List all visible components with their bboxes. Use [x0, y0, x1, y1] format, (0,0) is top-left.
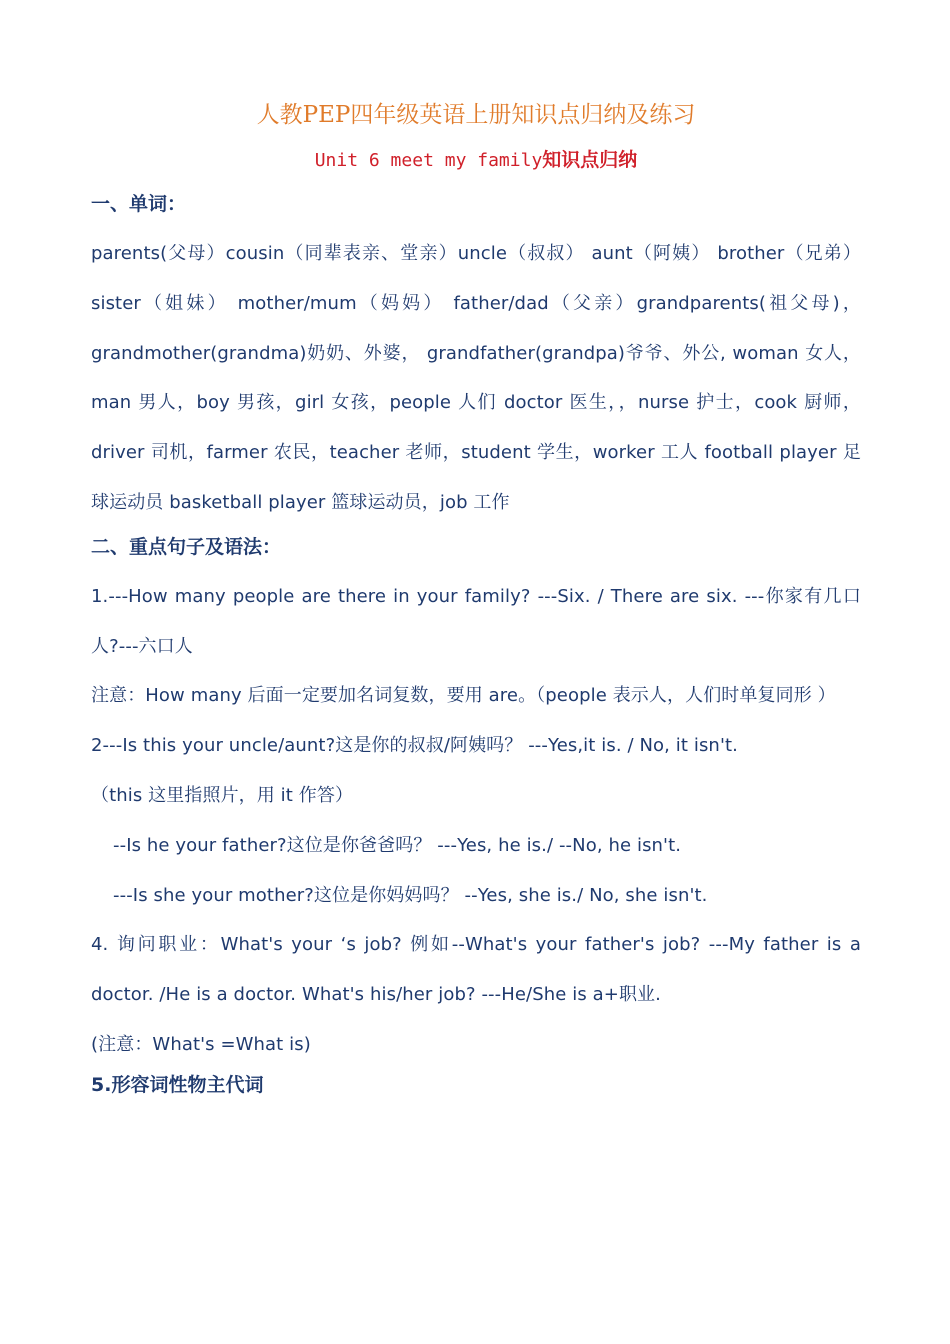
note-1: 注意：How many 后面一定要加名词复数，要用 are。（people 表示人，人们时单复同形 ）	[91, 685, 836, 707]
sentence-5: 4. 询问职业：What's your ‘s job? 例如--What's your father's job? ---My father is a doctor. /He is a doctor. What's his/her job? ---He/She is a+职业.	[91, 934, 861, 1006]
document-title: 人教PEP四年级英语上册知识点归纳及练习	[256, 102, 696, 128]
sentence-4: ---Is she your mother?这位是你妈妈吗？ --Yes, she is./ No, she isn't.	[113, 884, 708, 906]
subtitle-label: 知识点归纳	[542, 149, 638, 171]
subtitle-unit: Unit 6 meet my family	[314, 150, 543, 171]
vocabulary-paragraph: parents(父母）cousin（同辈表亲、堂亲）uncle（叔叔） aunt（阿姨） brother（兄弟） sister（姐妹） mother/mum（妈妈） father/dad（父亲）grandparents(祖父母)，grandmother(grandma)奶奶、外婆， grandfather(grandpa)爷爷、外公, woman 女人，man 男人，boy 男孩，girl 女孩，people 人们 doctor 医生，，nurse 护士，cook 厨师，driver 司机，farmer 农民，teacher 老师，student 学生，worker 工人 football player 足球运动员 basketball player 篮球运动员，job 工作	[91, 243, 861, 513]
sentence-3: --Is he your father?这位是你爸爸吗？ ---Yes, he is./ --No, he isn't.	[113, 834, 682, 856]
section-sentences-heading: 二、重点句子及语法：	[91, 535, 282, 558]
section-possessive-heading: 5.形容词性物主代词	[91, 1073, 264, 1096]
note-5: (注意：What's =What is)	[91, 1033, 311, 1055]
document-page	[91, 90, 861, 1110]
note-2: （this 这里指照片，用 it 作答）	[91, 784, 354, 806]
document-subtitle	[91, 146, 861, 175]
sentence-2: 2---Is this your uncle/aunt?这是你的叔叔/阿姨吗？ ---Yes,it is. / No, it isn't.	[91, 735, 738, 757]
sentence-1: 1.---How many people are there in your family? ---Six. / There are six. ---你家有几口人?---六口人	[91, 585, 861, 657]
section-vocabulary-heading: 一、单词：	[91, 193, 187, 215]
